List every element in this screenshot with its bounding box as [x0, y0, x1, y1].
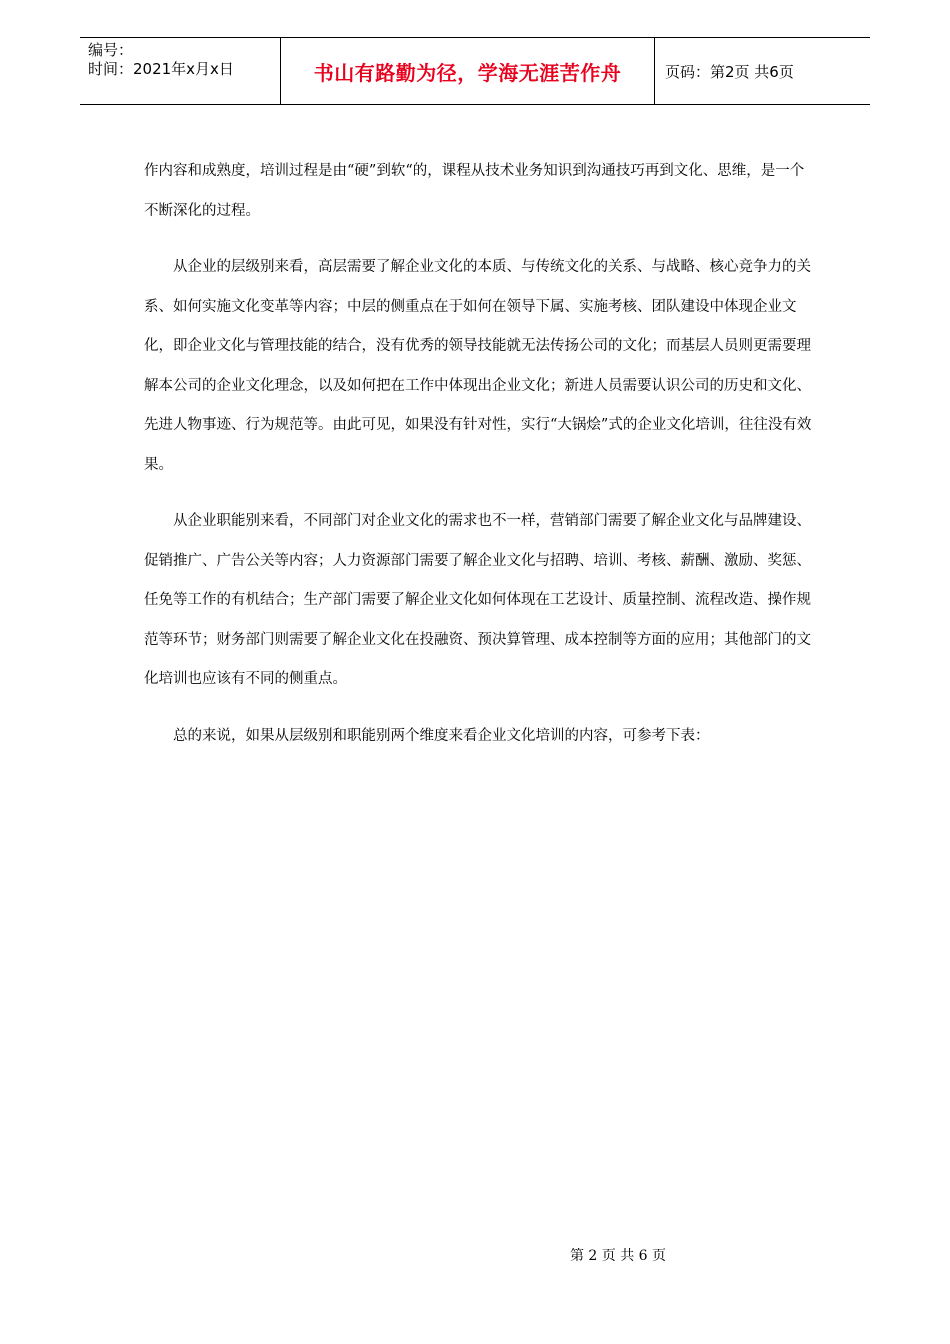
serial-number-label: 编号：: [88, 41, 134, 59]
date-label: 时间：2021年x月x日: [88, 60, 234, 78]
paragraph-4: 总的来说，如果从层级别和职能别两个维度来看企业文化培训的内容，可参考下表：: [173, 727, 710, 744]
page-header: [80, 37, 870, 105]
paragraph-3: 从企业职能别来看，不同部门对企业文化的需求也不一样，营销部门需要了解企业文化与品牌建设、促销推广、广告公关等内容；人力资源部门需要了解企业文化与招聘、培训、考核、薪酬、激励、奖惩、任免等工作的有机结合；生产部门需要了解企业文化如何体现在工艺设计、质量控制、流程改造、操作规范等环节；财务部门则需要了解企业文化在投融资、预决算管理、成本控制等方面的应用；其他部门的文化培训也应该有不同的侧重点。: [144, 513, 811, 687]
header-page-info: 页码：第2页 共6页: [665, 62, 794, 81]
paragraph-2: 从企业的层级别来看，高层需要了解企业文化的本质、与传统文化的关系、与战略、核心竞争力的关系、如何实施文化变革等内容；中层的侧重点在于如何在领导下属、实施考核、团队建设中体现企业文化，即企业文化与管理技能的结合，没有优秀的领导技能就无法传扬公司的文化；而基层人员则更需要理解本公司的企业文化理念，以及如何把在工作中体现出企业文化；新进人员需要认识公司的历史和文化、先进人物事迹、行为规范等。由此可见，如果没有针对性，实行“大锅烩”式的企业文化培训，往往没有效果。: [144, 259, 812, 473]
header-meta-cell: [80, 38, 281, 104]
page-footer-number: 第 2 页 共 6 页: [569, 1248, 667, 1264]
document-body: [144, 152, 812, 773]
paragraph-1: 作内容和成熟度，培训过程是由“硬”到软“的，课程从技术业务知识到沟通技巧再到文化、思维，是一个不断深化的过程。: [144, 163, 805, 219]
header-motto: 书山有路勤为径，学海无涯苦作舟: [281, 38, 655, 104]
